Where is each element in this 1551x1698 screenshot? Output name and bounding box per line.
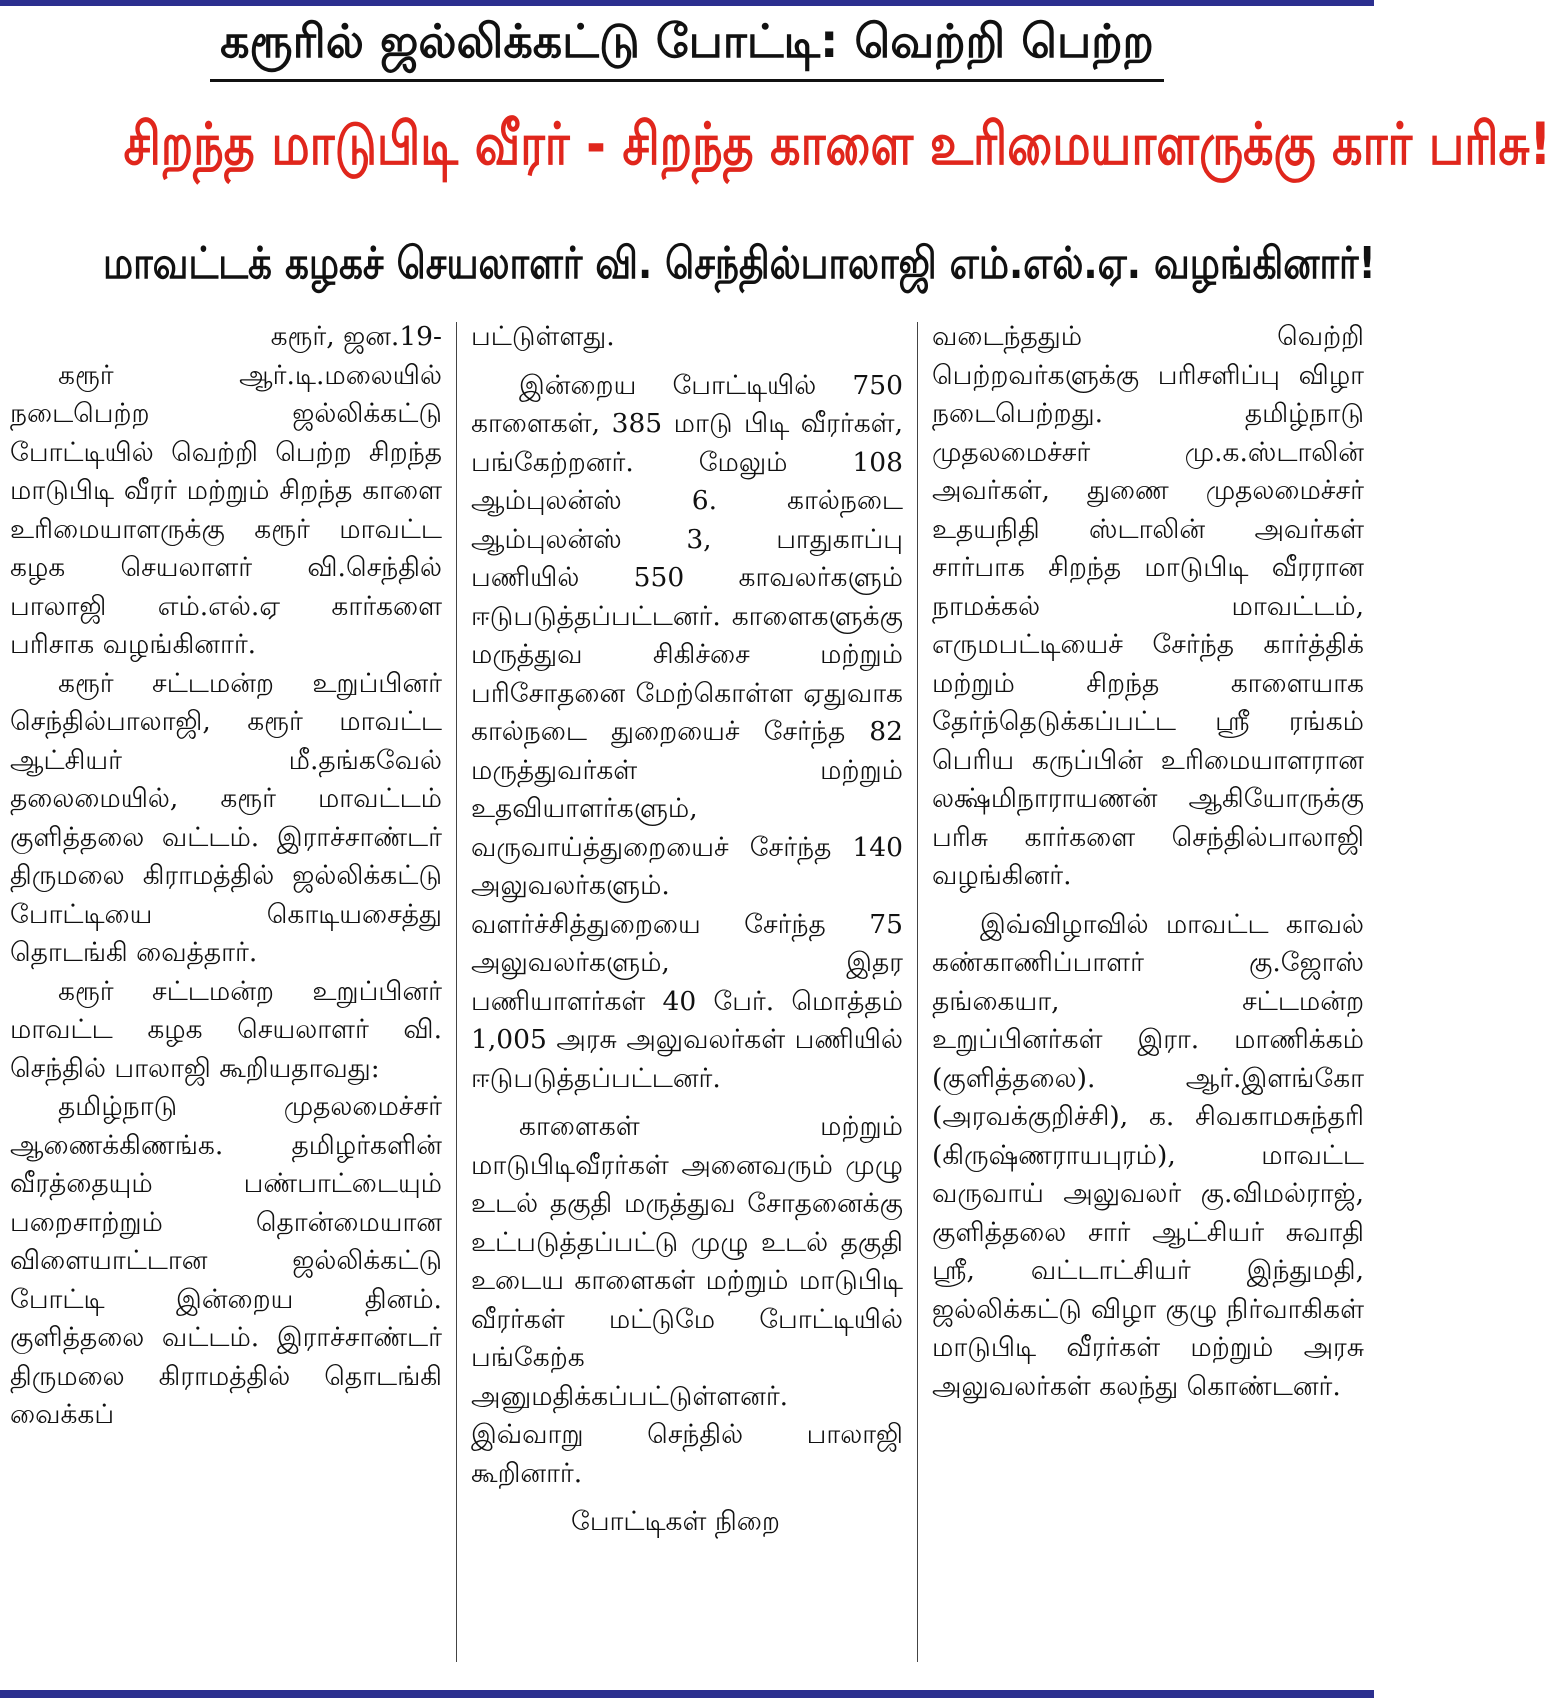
article-body — [10, 318, 1364, 1686]
column-divider — [917, 322, 918, 1662]
paragraph: கரூர் சட்டமன்ற உறுப்பினர் செந்தில்பாலாஜி, கரூர் மாவட்ட ஆட்சியர் மீ.தங்கவேல் தலைமையில், கரூர் மாவட்டம் குளித்தலை வட்டம். இராச்சாண்டர் திருமலை கிராமத்தில் ஜல்லிக்கட்டு போட்டியை கொடியசைத்து தொடங்கி வைத்தார். — [10, 667, 442, 968]
headline-line-3: மாவட்டக் கழகச் செயலாளர் வி. செந்தில்பாலாஜி எம்.எல்.ஏ. வழங்கினார்! — [103, 238, 1376, 289]
paragraph: பட்டுள்ளது. — [471, 321, 615, 352]
paragraph: இவ்விழாவில் மாவட்ட காவல் கண்காணிப்பாளர் கு.ஜோஸ் தங்கையா, சட்டமன்ற உறுப்பினர்கள் இரா. மாணிக்கம் (குளித்தலை). ஆர்.இளங்கோ (அரவக்குறிச்சி), க. சிவகாமசுந்தரி (கிருஷ்ணராயபுரம்), மாவட்ட வருவாய் அலுவலர் கு.விமல்ராஜ், குளித்தலை சார் ஆட்சியர் சுவாதி ஸ்ரீ, வட்டாட்சியர் இந்துமதி, ஜல்லிக்கட்டு விழா குழு நிர்வாகிகள் மாடுபிடி வீரர்கள் மற்றும் அரசு அலுவலர்கள் கலந்து கொண்டனர். — [932, 908, 1364, 1402]
top-border — [0, 0, 1374, 6]
column-divider — [456, 322, 457, 1662]
paragraph: காளைகள் மற்றும் மாடுபிடிவீரர்கள் அனைவரும் முழு உடல் தகுதி மருத்துவ சோதனைக்கு உட்படுத்தப்பட்டு முழு உடல் தகுதி உடைய காளைகள் மற்றும் மாடுபிடி வீரர்கள் மட்டுமே போட்டியில் பங்கேற்க அனுமதிக்கப்பட்டுள்ளனர். இவ்வாறு செந்தில் பாலாஜி கூறினார். — [471, 1111, 903, 1489]
paragraph: வடைந்ததும் வெற்றி பெற்றவர்களுக்கு பரிசளிப்பு விழா நடைபெற்றது. தமிழ்நாடு முதலமைச்சர் மு.க.ஸ்டாலின் அவர்கள், துணை முதலமைச்சர் உதயநிதி ஸ்டாலின் அவர்கள் சார்பாக சிறந்த மாடுபிடி வீரரான நாமக்கல் மாவட்டம், எருமபட்டியைச் சேர்ந்த கார்த்திக் மற்றும் சிறந்த காளையாக தேர்ந்தெடுக்கப்பட்ட ஸ்ரீ ரங்கம் பெரிய கருப்பின் உரிமையாளரான லக்ஷ்மிநாராயணன் ஆகியோருக்கு பரிசு கார்களை செந்தில்பாலாஜி வழங்கினர். — [932, 321, 1364, 891]
headline-line-2: சிறந்த மாடுபிடி வீரர் - சிறந்த காளை உரிமையாளருக்கு கார் பரிசு! — [123, 110, 1551, 178]
column-1 — [10, 318, 442, 1686]
dateline: கரூர், ஜன.19- — [270, 321, 442, 352]
paragraph: தமிழ்நாடு முதலமைச்சர் ஆணைக்கிணங்க. தமிழர்களின் வீரத்தையும் பண்பாட்டையும் பறைசாற்றும் தொன்மையான விளையாட்டான ஜல்லிக்கட்டு போட்டி இன்றைய தினம். குளித்தலை வட்டம். இராச்சாண்டர் திருமலை கிராமத்தில் தொடங்கி வைக்கப் — [10, 1091, 442, 1430]
bottom-border — [0, 1690, 1374, 1698]
paragraph: கரூர் ஆர்.டி.மலையில் நடைபெற்ற ஜல்லிக்கட்டு போட்டியில் வெற்றி பெற்ற சிறந்த மாடுபிடி வீரர் மற்றும் சிறந்த காளை உரிமையாளருக்கு கரூர் மாவட்ட கழக செயலாளர் வி.செந்தில் பாலாஜி எம்.எல்.ஏ கார்களை பரிசாக வழங்கினார். — [10, 359, 442, 660]
paragraph: இன்றைய போட்டியில் 750 காளைகள், 385 மாடு பிடி வீரர்கள், பங்கேற்றனர். மேலும் 108 ஆம்புலன்ஸ் 6. கால்நடை ஆம்புலன்ஸ் 3, பாதுகாப்பு பணியில் 550 காவலர்களும் ஈடுபடுத்தப்பட்டனர். காளைகளுக்கு மருத்துவ சிகிச்சை மற்றும் பரிசோதனை மேற்கொள்ள ஏதுவாக கால்நடை துறையைச் சேர்ந்த 82 மருத்துவர்கள் மற்றும் உதவியாளர்களும், வருவாய்த்துறையைச் சேர்ந்த 140 அலுவலர்களும். வளர்ச்சித்துறையை சேர்ந்த 75 அலுவலர்களும், இதர பணியாளர்கள் 40 பேர். மொத்தம் 1,005 அரசு அலுவலர்கள் பணியில் ஈடுபடுத்தப்பட்டனர். — [471, 369, 903, 1094]
paragraph: போட்டிகள் நிறை — [571, 1506, 780, 1537]
column-3 — [932, 318, 1364, 1686]
column-2 — [471, 318, 903, 1686]
headline-line-1: கரூரில் ஜல்லிக்கட்டு போட்டி: வெற்றி பெற்ற — [0, 14, 1374, 82]
paragraph: கரூர் சட்டமன்ற உறுப்பினர் மாவட்ட கழக செயலாளர் வி. செந்தில் பாலாஜி கூறியதாவது: — [10, 975, 442, 1084]
